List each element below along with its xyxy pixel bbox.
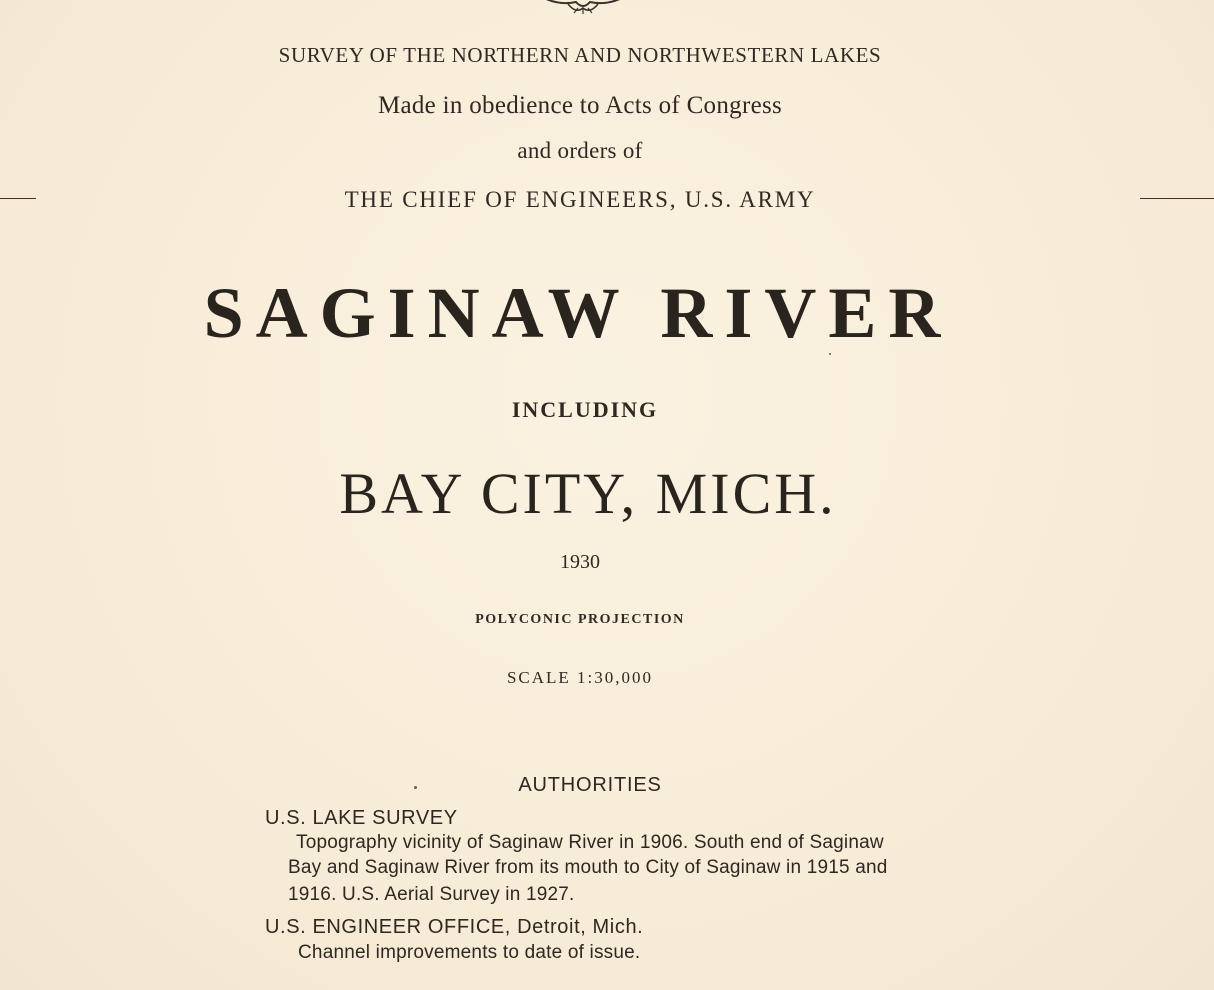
authority-detail-line: Channel improvements to date of issue. xyxy=(298,942,641,963)
authority-detail-line: Bay and Saginaw River from its mouth to City of Saginaw in 1915 and xyxy=(288,857,888,878)
survey-heading: SURVEY OF THE NORTHERN AND NORTHWESTERN LAKES xyxy=(278,43,882,67)
chart-year: 1930 xyxy=(560,551,600,573)
place-name: BAY CITY, MICH. xyxy=(339,461,837,526)
obedience-line: Made in obedience to Acts of Congress xyxy=(377,92,783,119)
chart-title: SAGINAW RIVER xyxy=(203,273,953,353)
chief-of-engineers-line: THE CHIEF OF ENGINEERS, U.S. ARMY xyxy=(344,187,816,212)
authority-org: U.S. ENGINEER OFFICE, Detroit, Mich. xyxy=(265,916,644,938)
orders-line: and orders of xyxy=(517,138,643,163)
authorities-heading: AUTHORITIES xyxy=(518,774,662,796)
paper-speck xyxy=(414,786,417,789)
authority-detail-line: 1916. U.S. Aerial Survey in 1927. xyxy=(288,884,575,905)
including-label: INCLUDING xyxy=(511,397,659,422)
eagle-emblem-icon xyxy=(538,0,628,14)
authority-detail-line: Topography vicinity of Saginaw River in 1906. South end of Saginaw xyxy=(296,832,884,853)
authority-org: U.S. LAKE SURVEY xyxy=(265,807,458,829)
projection-label: POLYCONIC PROJECTION xyxy=(475,612,685,627)
scale-label: SCALE 1:30,000 xyxy=(506,668,654,687)
paper-speck xyxy=(829,353,831,355)
